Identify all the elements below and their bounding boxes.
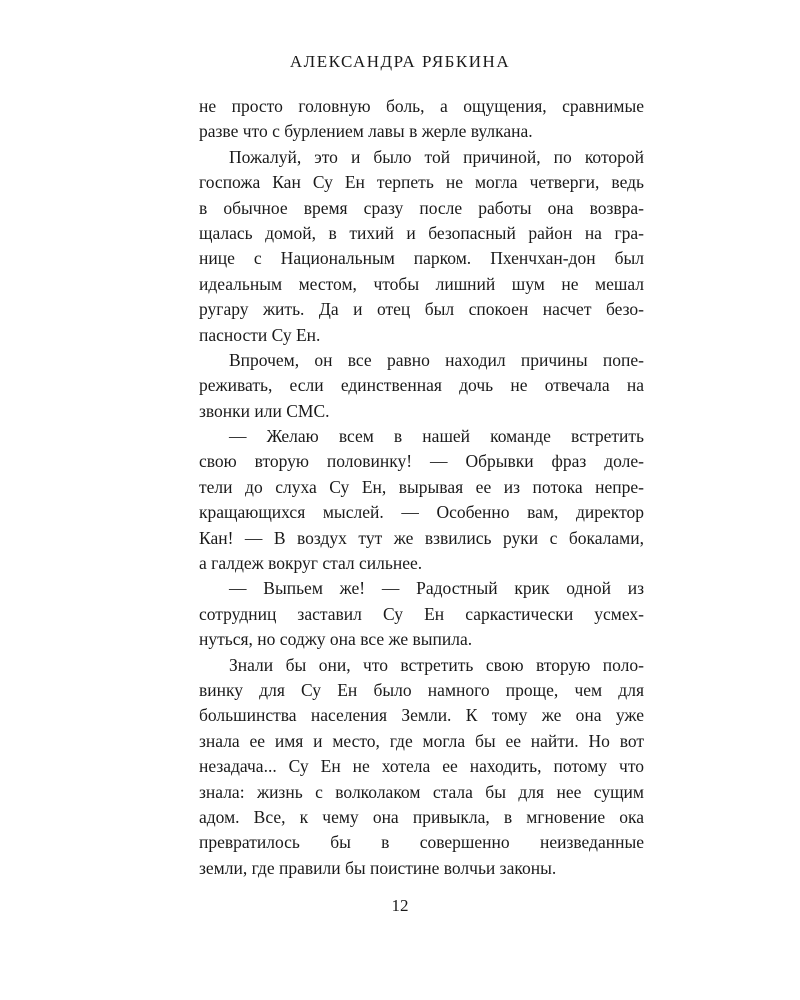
text-line: тели до слуха Су Ен, вырывая ее из потока непре- bbox=[199, 476, 644, 497]
text-line: Кан! — В воздух тут же взвились руки с бокалами, bbox=[199, 527, 644, 548]
text-line: — Выпьем же! — Радостный крик одной из bbox=[229, 578, 644, 599]
text-line: реживать, если единственная дочь не отвечала на bbox=[199, 375, 644, 396]
text-line: щалась домой, в тихий и безопасный район на гра- bbox=[199, 222, 644, 243]
text-line: разве что с бурлением лавы в жерле вулкана. bbox=[199, 121, 533, 142]
text-line: кращающихся мыслей. — Особенно вам, директор bbox=[199, 502, 644, 523]
text-line: а галдеж вокруг стал сильнее. bbox=[199, 553, 423, 574]
text-line: земли, где правили бы поистине волчьи законы. bbox=[199, 857, 557, 878]
text-line: превратилось бы в совершенно неизведанные bbox=[199, 832, 644, 853]
text-line: не просто головную боль, а ощущения, сравнимые bbox=[199, 96, 644, 116]
text-line: госпожа Кан Су Ен терпеть не могла четверги, ведь bbox=[199, 172, 644, 193]
text-line: большинства населения Земли. К тому же она уже bbox=[199, 705, 644, 726]
text-line: адом. Все, к чему она привыкла, в мгновение ока bbox=[199, 806, 644, 827]
text-line: нице с Национальным парком. Пхенчхан-дон был bbox=[199, 248, 644, 269]
text-line: знала: жизнь с волколаком стала бы для нее сущим bbox=[199, 781, 644, 802]
text-line: Пожалуй, это и было той причиной, по которой bbox=[229, 146, 644, 167]
text-line: нуться, но соджу она все же выпила. bbox=[199, 629, 473, 650]
text-line: Впрочем, он все равно находил причины попе- bbox=[229, 349, 644, 370]
text-line: пасности Су Ен. bbox=[199, 324, 321, 345]
text-line: незадача... Су Ен не хотела ее находить, потому что bbox=[199, 756, 644, 777]
body-text bbox=[199, 94, 644, 881]
text-line: винку для Су Ен было намного проще, чем для bbox=[199, 679, 644, 700]
text-line: свою вторую половинку! — Обрывки фраз доле- bbox=[199, 451, 644, 472]
text-line: — Желаю всем в нашей команде встретить bbox=[229, 426, 644, 447]
text-line: сотрудниц заставил Су Ен саркастически усмех- bbox=[199, 603, 644, 624]
text-line: ругару жить. Да и отец был спокоен насчет безо- bbox=[199, 299, 644, 320]
text-line: знала ее имя и место, где могла бы ее найти. Но вот bbox=[199, 730, 644, 751]
text-line: Знали бы они, что встретить свою вторую поло- bbox=[229, 654, 644, 675]
text-line: в обычное время сразу после работы она возвра- bbox=[199, 197, 644, 218]
text-line: звонки или СМС. bbox=[199, 400, 330, 421]
page-number: 12 bbox=[391, 896, 409, 915]
running-head-author: АЛЕКСАНДРА РЯБКИНА bbox=[289, 52, 511, 71]
text-line: идеальным местом, чтобы лишний шум не мешал bbox=[199, 273, 644, 294]
